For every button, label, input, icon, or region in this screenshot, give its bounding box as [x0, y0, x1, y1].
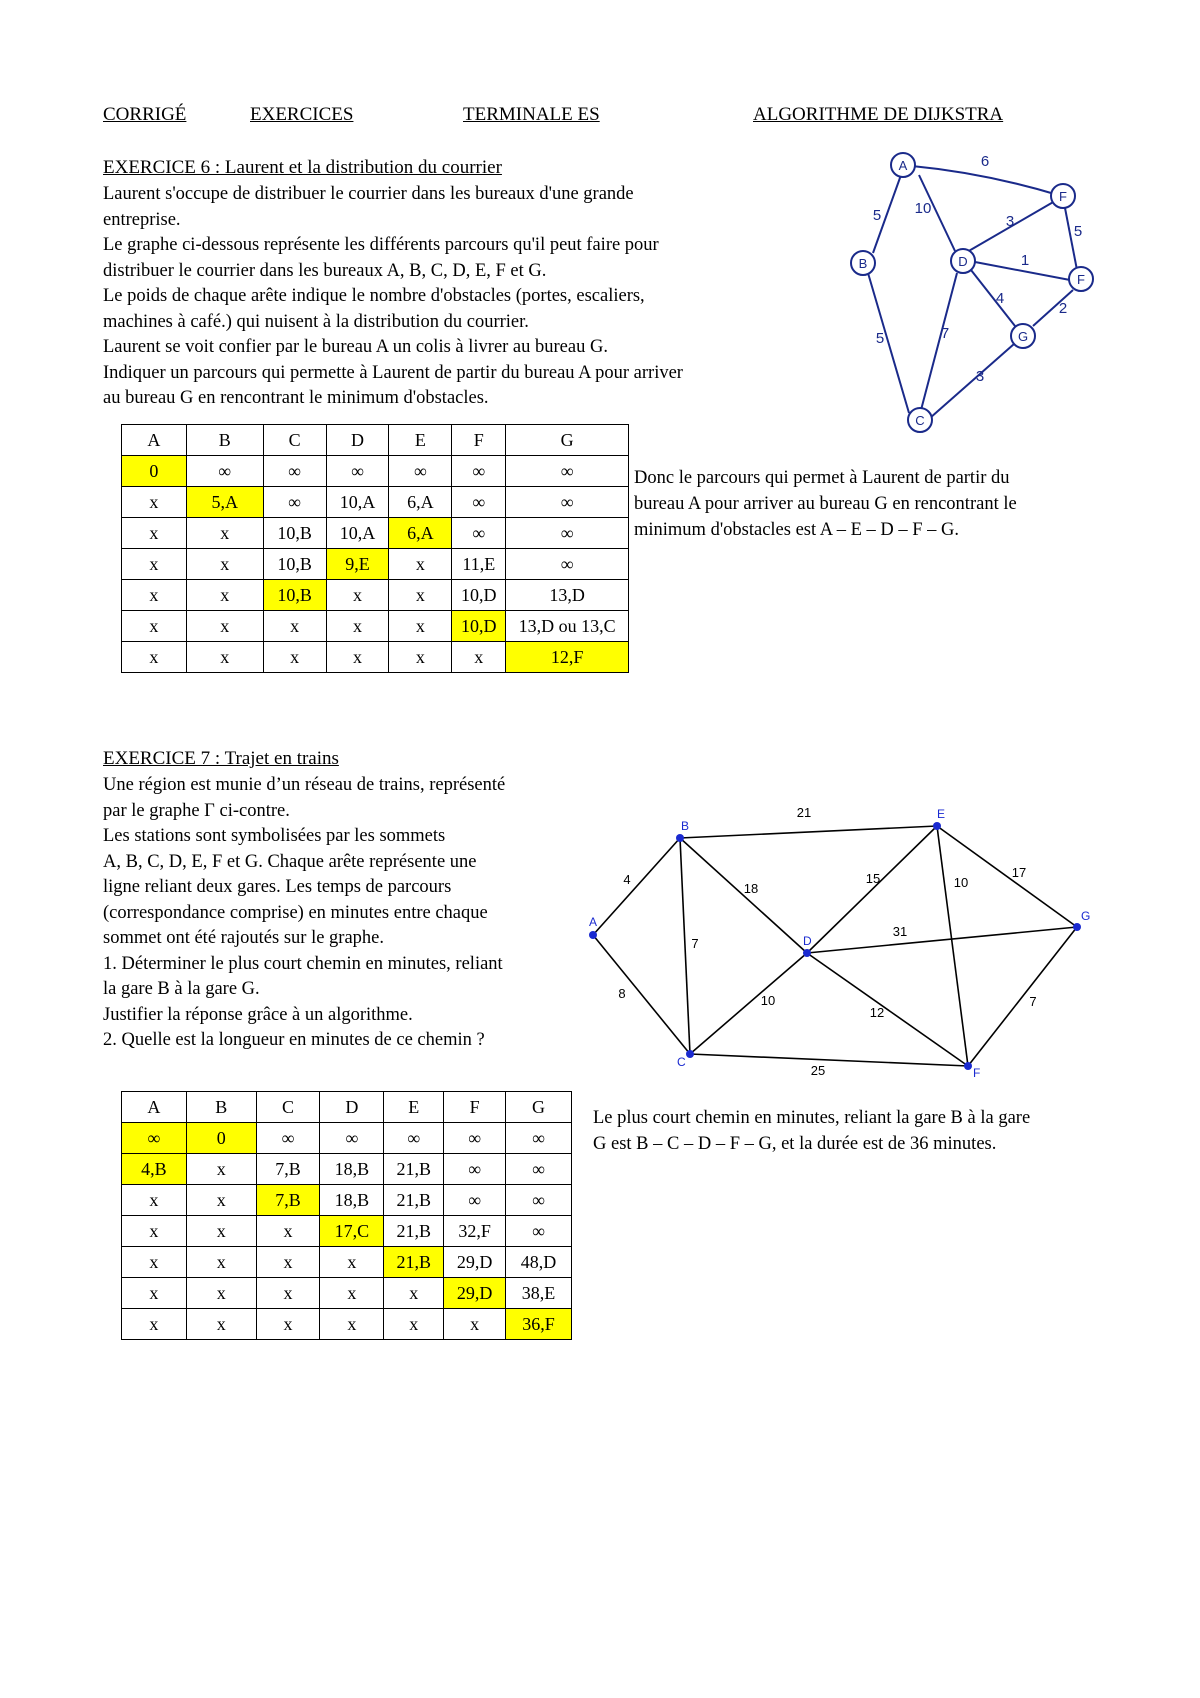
ex6-line: au bureau G en rencontrant le minimum d'obstacles.: [103, 388, 489, 408]
table-cell: x: [186, 1278, 256, 1309]
table-cell: x: [389, 611, 452, 642]
table-cell: ∞: [384, 1123, 444, 1154]
ex7-line: 1. Déterminer le plus court chemin en minutes, reliant: [103, 953, 503, 974]
table-cell: x: [186, 580, 263, 611]
ex7-node-D: [803, 949, 811, 957]
table-cell: x: [320, 1278, 384, 1309]
ex7-line: Une région est munie d’un réseau de trains, représenté: [103, 775, 506, 795]
ex7-edge-weight: 15: [865, 871, 881, 886]
table-cell: x: [122, 549, 187, 580]
header-topic: ALGORITHME DE DIJKSTRA: [753, 104, 1004, 125]
table-cell: 29,D: [444, 1278, 506, 1309]
page-header: [103, 104, 1043, 130]
table-header-cell: F: [452, 425, 506, 456]
table-cell: 10,B: [263, 580, 326, 611]
table-cell: ∞: [506, 1154, 572, 1185]
table-row: [122, 1309, 572, 1340]
table-cell: x: [186, 1247, 256, 1278]
ex6-edge-D-C: [921, 273, 957, 410]
table-row: [122, 611, 629, 642]
table-row: [122, 1123, 572, 1154]
ex6-edge-G-C: [930, 344, 1014, 418]
table-cell: 29,D: [444, 1247, 506, 1278]
ex7-title: EXERCICE 7 : Trajet en trains: [103, 748, 339, 769]
table-header-cell: C: [263, 425, 326, 456]
table-cell: x: [384, 1278, 444, 1309]
ex6-dijkstra-table: [121, 424, 629, 673]
table-cell: 7,B: [256, 1154, 320, 1185]
table-header-cell: F: [444, 1092, 506, 1123]
table-cell: ∞: [444, 1185, 506, 1216]
table-cell: x: [122, 487, 187, 518]
ex7-dijkstra-table: [121, 1091, 572, 1340]
table-cell: 10,D: [452, 580, 506, 611]
ex7-edge-weight: 17: [1011, 865, 1027, 880]
ex7-edge-D-F: [807, 953, 968, 1066]
ex7-node-label: B: [681, 819, 690, 833]
table-cell: x: [452, 642, 506, 673]
table-cell: 18,B: [320, 1185, 384, 1216]
ex6-answer-line: Donc le parcours qui permet à Laurent de partir du: [634, 468, 1010, 488]
table-header-row: [122, 425, 629, 456]
table-cell: x: [122, 580, 187, 611]
ex7-node-F: [964, 1062, 972, 1070]
table-row: [122, 1216, 572, 1247]
ex6-graph: [805, 148, 1105, 438]
ex6-edge-D-G: [971, 270, 1015, 326]
ex7-graph: [575, 800, 1095, 1080]
ex7-node-label: E: [937, 807, 946, 821]
ex6-node-label: F: [1059, 189, 1067, 204]
table-cell: 10,B: [263, 549, 326, 580]
ex7-line: sommet ont été rajoutés sur le graphe.: [103, 928, 385, 948]
ex7-line: ligne reliant deux gares. Les temps de parcours: [103, 877, 452, 897]
ex7-node-C: [686, 1050, 694, 1058]
ex7-answer: [593, 1105, 1030, 1157]
ex6-line: entreprise.: [103, 209, 181, 230]
table-cell: 0: [122, 456, 187, 487]
ex7-node-label: A: [589, 915, 598, 929]
ex7-answer-line: G est B – C – D – F – G, et la durée est de 36 minutes.: [593, 1134, 997, 1154]
table-cell: x: [186, 518, 263, 549]
table-cell: x: [263, 611, 326, 642]
table-cell: ∞: [444, 1154, 506, 1185]
ex7-line: A, B, C, D, E, F et G. Chaque arête représente une: [103, 851, 477, 872]
table-cell: 17,C: [320, 1216, 384, 1247]
ex7-node-B: [676, 834, 684, 842]
ex7-edge-B-C: [680, 838, 690, 1054]
table-cell: 13,D ou 13,C: [506, 611, 629, 642]
table-cell: x: [186, 611, 263, 642]
ex7-edge-D-E: [807, 826, 937, 953]
table-cell: x: [320, 1309, 384, 1340]
table-cell: x: [122, 1216, 187, 1247]
table-cell: x: [122, 1247, 187, 1278]
ex6-answer: [634, 465, 1017, 543]
table-header-cell: G: [506, 1092, 572, 1123]
ex6-node-label: F: [1077, 272, 1085, 287]
table-cell: x: [256, 1278, 320, 1309]
header-exercices: EXERCICES: [250, 104, 354, 125]
ex6-line: Laurent se voit confier par le bureau A un colis à livrer au bureau G.: [103, 337, 608, 357]
ex7-edge-weight: 25: [810, 1063, 826, 1078]
table-cell: x: [389, 642, 452, 673]
ex6-edge-weight: 5: [1073, 223, 1083, 240]
table-row: [122, 549, 629, 580]
table-cell: 21,B: [384, 1216, 444, 1247]
table-header-cell: E: [384, 1092, 444, 1123]
ex6-node-label: B: [858, 256, 868, 271]
ex7-line: (correspondance comprise) en minutes entre chaque: [103, 902, 488, 923]
ex7-edge-weight: 21: [796, 805, 812, 820]
ex7-edge-B-A: [593, 838, 680, 935]
table-header-cell: A: [122, 1092, 187, 1123]
table-cell: ∞: [452, 487, 506, 518]
table-cell: 48,D: [506, 1247, 572, 1278]
table-cell: x: [186, 1309, 256, 1340]
table-cell: ∞: [444, 1123, 506, 1154]
ex7-node-label: G: [1081, 909, 1091, 923]
table-cell: 13,D: [506, 580, 629, 611]
table-cell: ∞: [506, 549, 629, 580]
ex6-edge-A-F1: [912, 166, 1058, 195]
table-cell: x: [122, 1185, 187, 1216]
table-header-cell: B: [186, 425, 263, 456]
ex7-node-label: F: [973, 1066, 981, 1080]
table-cell: ∞: [452, 456, 506, 487]
table-row: [122, 518, 629, 549]
table-row: [122, 642, 629, 673]
table-header-cell: C: [256, 1092, 320, 1123]
table-cell: x: [389, 549, 452, 580]
table-cell: ∞: [186, 456, 263, 487]
ex6-line: Le poids de chaque arête indique le nombre d'obstacles (portes, escaliers,: [103, 286, 645, 306]
table-cell: x: [326, 611, 389, 642]
table-row: [122, 1278, 572, 1309]
ex6-edge-B-C: [868, 273, 909, 413]
table-cell: ∞: [256, 1123, 320, 1154]
table-row: [122, 487, 629, 518]
table-cell: x: [122, 518, 187, 549]
table-cell: 21,B: [384, 1154, 444, 1185]
table-cell: 10,A: [326, 487, 389, 518]
ex7-line: par le graphe Γ ci-contre.: [103, 800, 290, 821]
table-cell: 11,E: [452, 549, 506, 580]
table-cell: x: [186, 642, 263, 673]
ex7-node-label: D: [803, 934, 812, 948]
table-header-row: [122, 1092, 572, 1123]
ex6-node-label: A: [898, 158, 908, 173]
ex6-answer-line: minimum d'obstacles est A – E – D – F – G.: [634, 520, 960, 540]
ex6-line: Le graphe ci-dessous représente les différents parcours qu'il peut faire pour: [103, 235, 659, 255]
table-cell: x: [256, 1247, 320, 1278]
table-header-cell: A: [122, 425, 187, 456]
table-cell: 18,B: [320, 1154, 384, 1185]
table-cell: x: [186, 1154, 256, 1185]
table-cell: ∞: [506, 1216, 572, 1247]
table-row: [122, 1185, 572, 1216]
ex7-edge-weight: 10: [760, 993, 776, 1008]
table-header-cell: G: [506, 425, 629, 456]
ex6-line: Laurent s'occupe de distribuer le courrier dans les bureaux d'une grande: [103, 184, 634, 204]
table-cell: ∞: [452, 518, 506, 549]
table-row: [122, 1247, 572, 1278]
ex7-edge-weight: 7: [1029, 994, 1037, 1009]
table-cell: ∞: [263, 487, 326, 518]
ex6-node-label: D: [958, 254, 968, 269]
table-cell: x: [186, 1216, 256, 1247]
ex7-statement: [103, 773, 505, 1054]
ex7-node-E: [933, 822, 941, 830]
table-cell: 36,F: [506, 1309, 572, 1340]
table-cell: ∞: [389, 456, 452, 487]
table-row: [122, 456, 629, 487]
ex7-edge-E-F: [937, 826, 968, 1066]
table-cell: x: [122, 611, 187, 642]
ex6-edge-weight: 4: [995, 290, 1005, 307]
ex6-line: machines à café.) qui nuisent à la distribution du courrier.: [103, 311, 529, 332]
ex6-answer-line: bureau A pour arriver au bureau G en rencontrant le: [634, 494, 1017, 514]
table-cell: x: [444, 1309, 506, 1340]
table-cell: 21,B: [384, 1247, 444, 1278]
table-cell: ∞: [506, 1185, 572, 1216]
ex6-edge-weight: 7: [940, 325, 950, 342]
table-cell: 0: [186, 1123, 256, 1154]
ex7-edge-weight: 8: [618, 986, 626, 1001]
table-cell: ∞: [263, 456, 326, 487]
ex6-edge-weight: 6: [980, 153, 990, 170]
table-cell: x: [186, 1185, 256, 1216]
ex6-edge-weight: 5: [872, 207, 882, 224]
table-cell: x: [256, 1216, 320, 1247]
table-cell: x: [122, 642, 187, 673]
ex6-statement: [103, 182, 683, 412]
header-level: TERMINALE ES: [463, 104, 600, 125]
ex7-edge-weight: 4: [623, 872, 631, 887]
table-cell: ∞: [506, 518, 629, 549]
table-cell: x: [256, 1309, 320, 1340]
table-cell: x: [320, 1247, 384, 1278]
table-cell: 9,E: [326, 549, 389, 580]
ex6-line: Indiquer un parcours qui permette à Laurent de partir du bureau A pour arriver: [103, 362, 683, 383]
table-cell: 10,A: [326, 518, 389, 549]
table-cell: 4,B: [122, 1154, 187, 1185]
table-cell: ∞: [122, 1123, 187, 1154]
ex7-edge-B-E: [680, 826, 937, 838]
ex7-edge-D-C: [690, 953, 807, 1054]
table-cell: 6,A: [389, 487, 452, 518]
table-row: [122, 580, 629, 611]
table-cell: 10,D: [452, 611, 506, 642]
table-cell: ∞: [326, 456, 389, 487]
ex7-node-A: [589, 931, 597, 939]
ex7-answer-line: Le plus court chemin en minutes, reliant la gare B à la gare: [593, 1108, 1031, 1128]
table-cell: x: [384, 1309, 444, 1340]
table-cell: x: [326, 580, 389, 611]
ex6-edge-weight: 1: [1020, 252, 1030, 269]
table-cell: 32,F: [444, 1216, 506, 1247]
ex7-node-G: [1073, 923, 1081, 931]
table-cell: 7,B: [256, 1185, 320, 1216]
table-header-cell: D: [326, 425, 389, 456]
ex7-line: 2. Quelle est la longueur en minutes de ce chemin ?: [103, 1030, 485, 1050]
ex6-line: distribuer le courrier dans les bureaux A, B, C, D, E, F et G.: [103, 260, 547, 281]
table-cell: x: [186, 549, 263, 580]
ex7-edge-G-F: [968, 927, 1077, 1066]
table-row: [122, 1154, 572, 1185]
ex6-edge-weight: 5: [875, 330, 885, 347]
ex6-edge-weight: 3: [975, 368, 985, 385]
ex7-edge-weight: 10: [953, 875, 969, 890]
table-cell: x: [122, 1309, 187, 1340]
ex7-node-label: C: [677, 1055, 686, 1069]
ex6-node-label: G: [1017, 329, 1029, 344]
table-cell: 12,F: [506, 642, 629, 673]
ex7-edge-A-C: [593, 935, 690, 1054]
ex6-edge-weight: 3: [1005, 213, 1015, 230]
header-corrige: CORRIGÉ: [103, 104, 187, 125]
ex7-line: Les stations sont symbolisées par les sommets: [103, 826, 446, 846]
table-header-cell: D: [320, 1092, 384, 1123]
table-cell: x: [263, 642, 326, 673]
table-cell: ∞: [506, 1123, 572, 1154]
table-cell: 6,A: [389, 518, 452, 549]
ex6-node-label: C: [915, 413, 925, 428]
ex7-edge-weight: 12: [869, 1005, 885, 1020]
table-cell: ∞: [506, 487, 629, 518]
table-cell: ∞: [320, 1123, 384, 1154]
table-cell: 38,E: [506, 1278, 572, 1309]
table-cell: x: [389, 580, 452, 611]
ex7-edge-C-F: [690, 1054, 968, 1066]
table-cell: x: [326, 642, 389, 673]
table-cell: 5,A: [186, 487, 263, 518]
ex7-edge-weight: 18: [743, 881, 759, 896]
ex7-edge-weight: 31: [892, 924, 908, 939]
ex7-line: la gare B à la gare G.: [103, 979, 260, 999]
ex7-line: Justifier la réponse grâce à un algorithme.: [103, 1004, 413, 1025]
table-header-cell: B: [186, 1092, 256, 1123]
ex6-edge-weight: 2: [1058, 300, 1068, 317]
ex6-edge-weight: 10: [914, 200, 932, 217]
table-cell: 10,B: [263, 518, 326, 549]
table-cell: x: [122, 1278, 187, 1309]
table-header-cell: E: [389, 425, 452, 456]
ex7-edge-weight: 7: [691, 936, 699, 951]
ex6-title: EXERCICE 6 : Laurent et la distribution du courrier: [103, 157, 502, 178]
table-cell: 21,B: [384, 1185, 444, 1216]
table-cell: ∞: [506, 456, 629, 487]
ex7-edge-D-G: [807, 927, 1077, 953]
